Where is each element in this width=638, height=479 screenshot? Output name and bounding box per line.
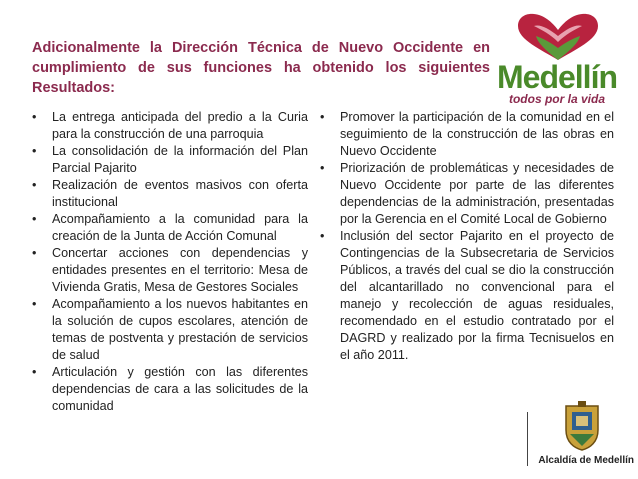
slide-heading: Adicionalmente la Dirección Técnica de Nuevo Occidente en cumplimiento de sus funciones ha obtenido los siguientes Resultados: [32, 40, 490, 96]
list-item [32, 177, 308, 211]
list-item-text: Priorización de problemáticas y necesidades de Nuevo Occidente por parte de las diferentes dependencias de la administración, presentadas por la Gerencia en el Comité Local de Gobierno [340, 161, 614, 226]
heart-logo-icon [512, 12, 604, 62]
list-item-text: Promover la participación de la comunidad en el seguimiento de la construcción de las obras en Nuevo Occidente [340, 110, 614, 158]
list-item [32, 109, 308, 143]
logo-brand-text: Medellín [496, 59, 617, 95]
list-item-text: Inclusión del sector Pajarito en el proyecto de Contingencias de la Subsecretaria de Servicios Públicos, a través del cual se dio la construcción del alcantarillado no convencional para el manejo y recolección de aguas residuales, recomendado en el estudio contratado por el DAGRD y realizado por la firma Tecnisuelos en el año 2011. [340, 229, 614, 362]
results-list-right [320, 109, 614, 364]
medellin-logo [484, 12, 630, 104]
list-item [32, 296, 308, 364]
bullet-icon: • [320, 110, 325, 124]
list-item [320, 228, 614, 364]
logo-slogan: todos por la vida [508, 92, 605, 106]
bullet-icon: • [32, 110, 37, 124]
list-item [32, 364, 308, 415]
list-item-text: Acompañamiento a la comunidad para la creación de la Junta de Acción Comunal [52, 212, 308, 243]
alcaldia-label: Alcaldía de Medellín [538, 455, 634, 466]
bullet-icon: • [320, 161, 325, 175]
list-item-text: Acompañamiento a los nuevos habitantes en la solución de cupos escolares, atención de temas de postventa y prestación de servicios de salud [52, 297, 308, 362]
results-list-left [32, 109, 308, 415]
list-item-text: La entrega anticipada del predio a la Curia para la construcción de una parroquia [52, 110, 308, 141]
list-item [32, 245, 308, 296]
bullet-icon: • [320, 229, 325, 243]
list-item-text: Concertar acciones con dependencias y entidades presentes en el territorio: Mesa de Vivienda Gratis, Mesa de Gestores Sociales [52, 246, 308, 294]
bullet-icon: • [32, 297, 37, 311]
bullet-icon: • [32, 365, 37, 379]
bullet-icon: • [32, 246, 37, 260]
coat-of-arms-icon [560, 400, 604, 452]
list-item [32, 211, 308, 245]
bullet-icon: • [32, 212, 37, 226]
list-item [320, 109, 614, 160]
bullet-icon: • [32, 144, 37, 158]
list-item-text: Realización de eventos masivos con oferta institucional [52, 178, 308, 209]
bullet-icon: • [32, 178, 37, 192]
list-item-text: La consolidación de la información del Plan Parcial Pajarito [52, 144, 308, 175]
list-item [320, 160, 614, 228]
list-item [32, 143, 308, 177]
list-item-text: Articulación y gestión con las diferentes dependencias de cara a las solicitudes de la comunidad [52, 365, 308, 413]
